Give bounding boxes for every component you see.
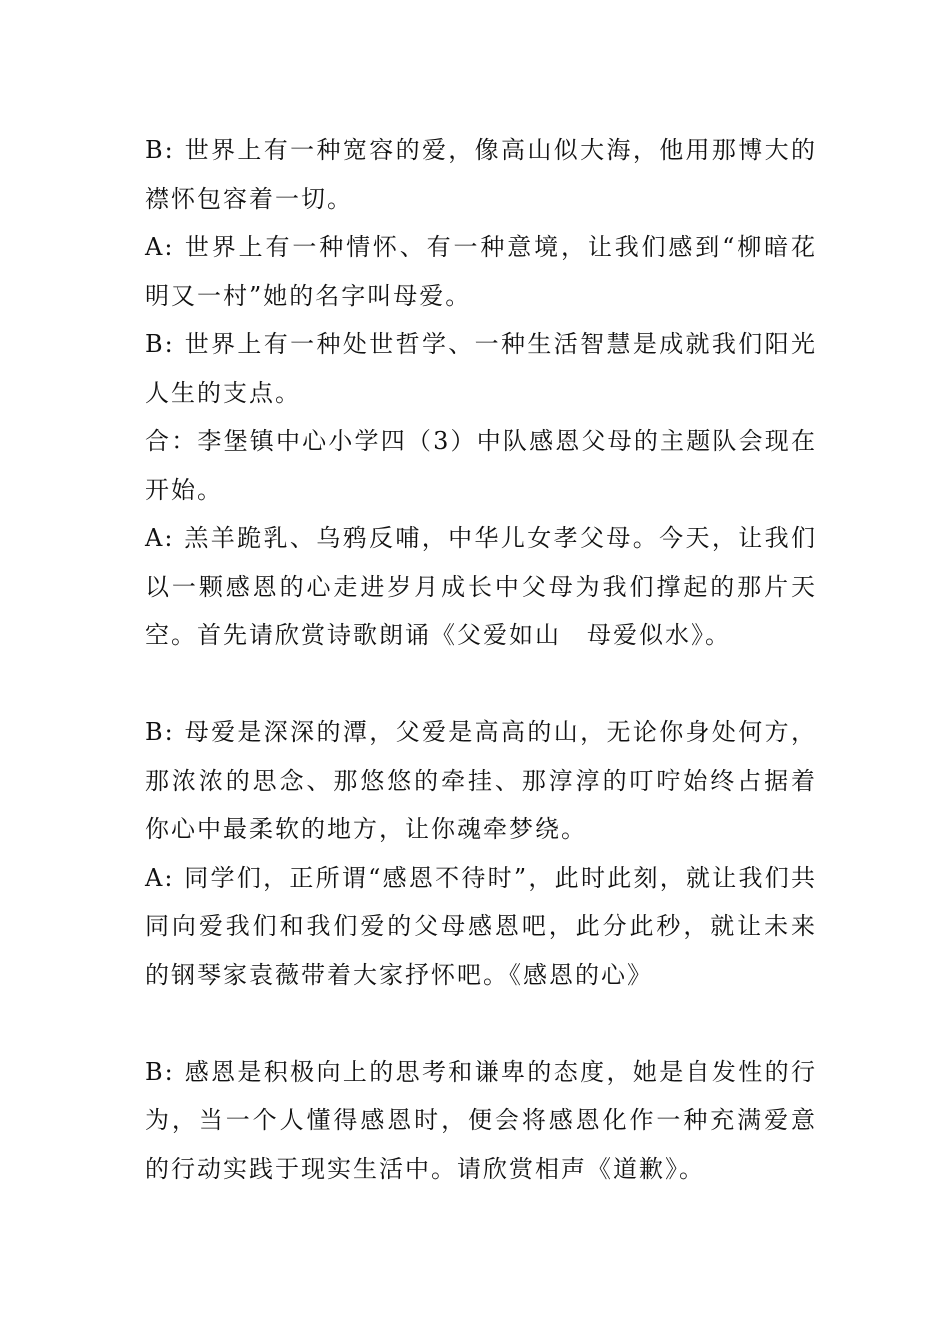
paragraph-a-piano-intro: A: 同学们，正所谓“感恩不待时”，此时此刻，就让我们共同向爱我们和我们爱的父母感恩吧，此分此秒，就让未来的钢琴家袁薇带着大家抒怀吧。《感恩的心》 <box>145 863 817 989</box>
paragraph-b-parents-love: B: 母爱是深深的潭，父爱是高高的山，无论你身处何方，那浓浓的思念、那悠悠的牵挂、那淳淳的叮咛始终占据着你心中最柔软的地方，让你魂牵梦绕。 <box>145 718 817 843</box>
paragraph-gap <box>145 660 817 709</box>
document-body <box>145 126 817 1193</box>
paragraph-a-poem-intro: A: 羔羊跪乳、乌鸦反哺，中华儿女孝父母。今天，让我们以一颗感恩的心走进岁月成长中父母为我们撑起的那片天空。首先请欣赏诗歌朗诵《父爱如山 母爱似水》。 <box>145 524 817 649</box>
paragraph-b-tolerant-love: B: 世界上有一种宽容的爱，像高山似大海，他用那博大的襟怀包容着一切。 <box>145 136 817 213</box>
paragraph-gap <box>145 999 817 1048</box>
paragraph-together-opening: 合：李堡镇中心小学四（3）中队感恩父母的主题队会现在开始。 <box>145 427 817 504</box>
paragraph-a-mothers-love: A: 世界上有一种情怀、有一种意境，让我们感到“柳暗花明又一村”她的名字叫母爱。 <box>145 233 817 310</box>
paragraph-b-crosstalk-intro: B: 感恩是积极向上的思考和谦卑的态度，她是自发性的行为，当一个人懂得感恩时，便会将感恩化作一种充满爱意的行动实践于现实生活中。请欣赏相声《道歉》。 <box>145 1057 817 1183</box>
paragraph-b-life-wisdom: B: 世界上有一种处世哲学、一种生活智慧是成就我们阳光人生的支点。 <box>145 330 817 407</box>
